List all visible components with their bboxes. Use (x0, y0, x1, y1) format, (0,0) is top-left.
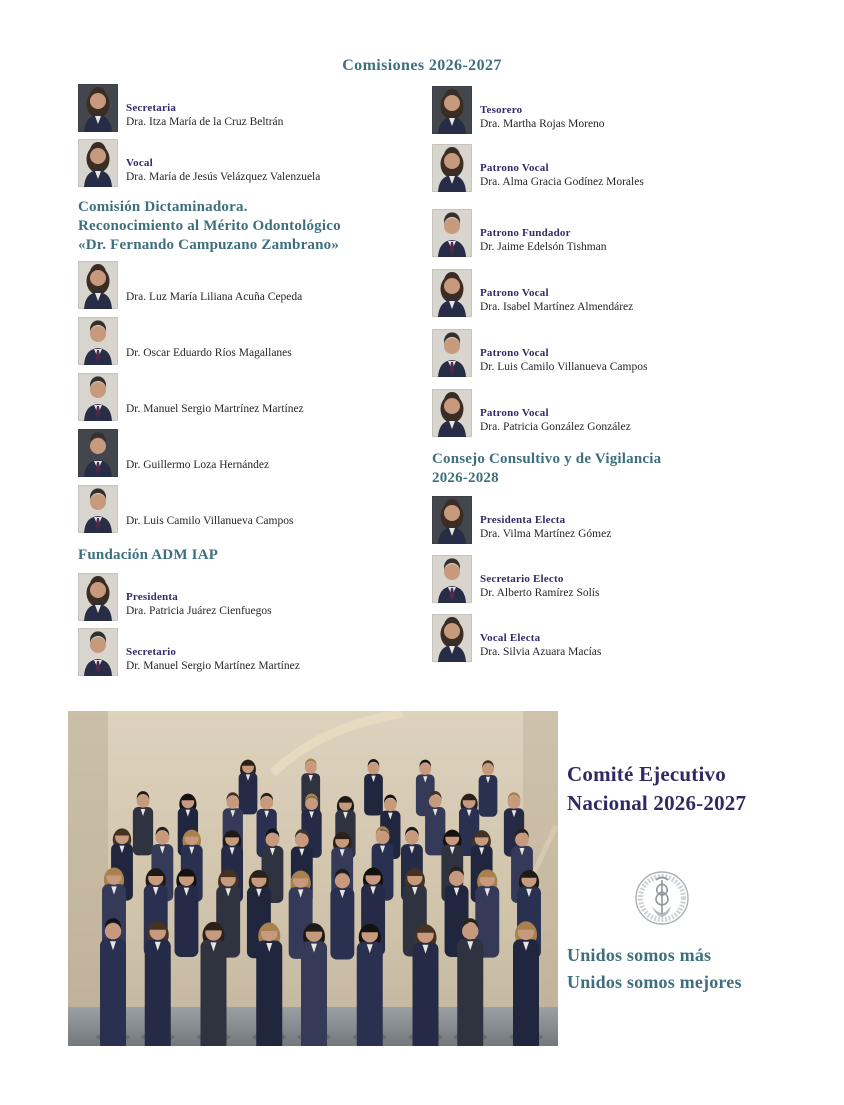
member-name: Dra. Luz María Liliana Acuña Cepeda (126, 291, 303, 303)
adm-caduceus-logo-icon (628, 868, 696, 936)
member-name: Dra. Patricia González González (480, 421, 631, 433)
member-photo (432, 144, 472, 192)
role-label: Secretario (126, 646, 177, 658)
heading-line: «Dr. Fernando Campuzano Zambrano» (78, 237, 340, 253)
member-name: Dr. Alberto Ramírez Solís (480, 587, 600, 599)
member-photo (78, 485, 118, 533)
section-heading-consejo (432, 450, 777, 488)
member-name: Dra. Vilma Martínez Gómez (480, 528, 612, 540)
role-label: Secretaria (126, 102, 177, 114)
role-label: Patrono Vocal (480, 407, 549, 419)
member-row (432, 496, 777, 544)
committee-title-line: Nacional 2026-2027 (567, 791, 747, 815)
left-column (78, 84, 423, 676)
member-row (78, 628, 423, 676)
role-label: Presidenta (126, 591, 178, 603)
member-photo (432, 555, 472, 603)
group-photo (68, 711, 558, 1046)
role-label: Patrono Vocal (480, 162, 549, 174)
member-name: Dra. Martha Rojas Moreno (480, 118, 605, 130)
member-photo (432, 614, 472, 662)
member-photo (432, 86, 472, 134)
member-photo (78, 373, 118, 421)
committee-title-line: Comité Ejecutivo (567, 762, 726, 786)
member-row (432, 329, 777, 377)
member-photo (432, 329, 472, 377)
member-row (78, 261, 423, 309)
role-label: Secretario Electo (480, 573, 564, 585)
member-name: Dra. María de Jesús Velázquez Valenzuela (126, 171, 321, 183)
member-name: Dra. Patricia Juárez Cienfuegos (126, 605, 272, 617)
member-row (432, 614, 777, 662)
heading-line: 2026-2028 (432, 470, 499, 486)
member-photo (432, 209, 472, 257)
member-name: Dr. Manuel Sergio Martínez Martínez (126, 660, 300, 672)
role-label: Patrono Vocal (480, 287, 549, 299)
member-row (78, 139, 423, 187)
page-title: Comisiones 2026-2027 (342, 57, 502, 74)
member-row (78, 429, 423, 477)
member-row (78, 373, 423, 421)
member-name: Dr. Luis Camilo Villanueva Campos (480, 361, 648, 373)
member-row (78, 84, 423, 132)
committee-title (567, 760, 832, 818)
heading-line: Comisión Dictaminadora. (78, 199, 248, 215)
slogan-line: Unidos somos mejores (567, 972, 742, 992)
member-row (78, 317, 423, 365)
member-photo (78, 317, 118, 365)
slogan-line: Unidos somos más (567, 945, 712, 965)
member-name: Dra. Alma Gracia Godínez Morales (480, 176, 644, 188)
member-photo (78, 139, 118, 187)
section-heading-dictaminadora (78, 198, 423, 255)
member-name: Dr. Manuel Sergio Martrínez Martínez (126, 403, 304, 415)
member-photo (432, 269, 472, 317)
member-row (78, 485, 423, 533)
member-name: Dra. Silvia Azuara Macías (480, 646, 602, 658)
member-name: Dr. Oscar Eduardo Ríos Magallanes (126, 347, 292, 359)
member-photo (432, 389, 472, 437)
heading-line: Consejo Consultivo y de Vigilancia (432, 451, 662, 467)
member-photo (78, 573, 118, 621)
role-label: Tesorero (480, 104, 523, 116)
member-photo (78, 429, 118, 477)
role-label: Presidenta Electa (480, 514, 566, 526)
member-name: Dra. Itza María de la Cruz Beltrán (126, 116, 284, 128)
member-row (432, 389, 777, 437)
member-photo (78, 84, 118, 132)
member-name: Dr. Guillermo Loza Hernández (126, 459, 270, 471)
member-row (432, 555, 777, 603)
role-label: Patrono Fundador (480, 227, 571, 239)
member-photo (432, 496, 472, 544)
slogan (567, 942, 837, 996)
member-row (432, 209, 777, 257)
section-heading-fundacion: Fundación ADM IAP (78, 547, 219, 563)
member-row (432, 144, 777, 192)
member-row (432, 86, 777, 134)
role-label: Patrono Vocal (480, 347, 549, 359)
member-name: Dr. Jaime Edelsón Tishman (480, 241, 607, 253)
member-photo (78, 628, 118, 676)
member-photo (78, 261, 118, 309)
heading-line: Reconocimiento al Mérito Odontológico (78, 218, 341, 234)
role-label: Vocal Electa (480, 632, 541, 644)
member-row (432, 269, 777, 317)
role-label: Vocal (126, 157, 153, 169)
member-row (78, 573, 423, 621)
member-name: Dr. Luis Camilo Villanueva Campos (126, 515, 294, 527)
right-column (432, 86, 777, 662)
member-name: Dra. Isabel Martínez Almendárez (480, 301, 634, 313)
